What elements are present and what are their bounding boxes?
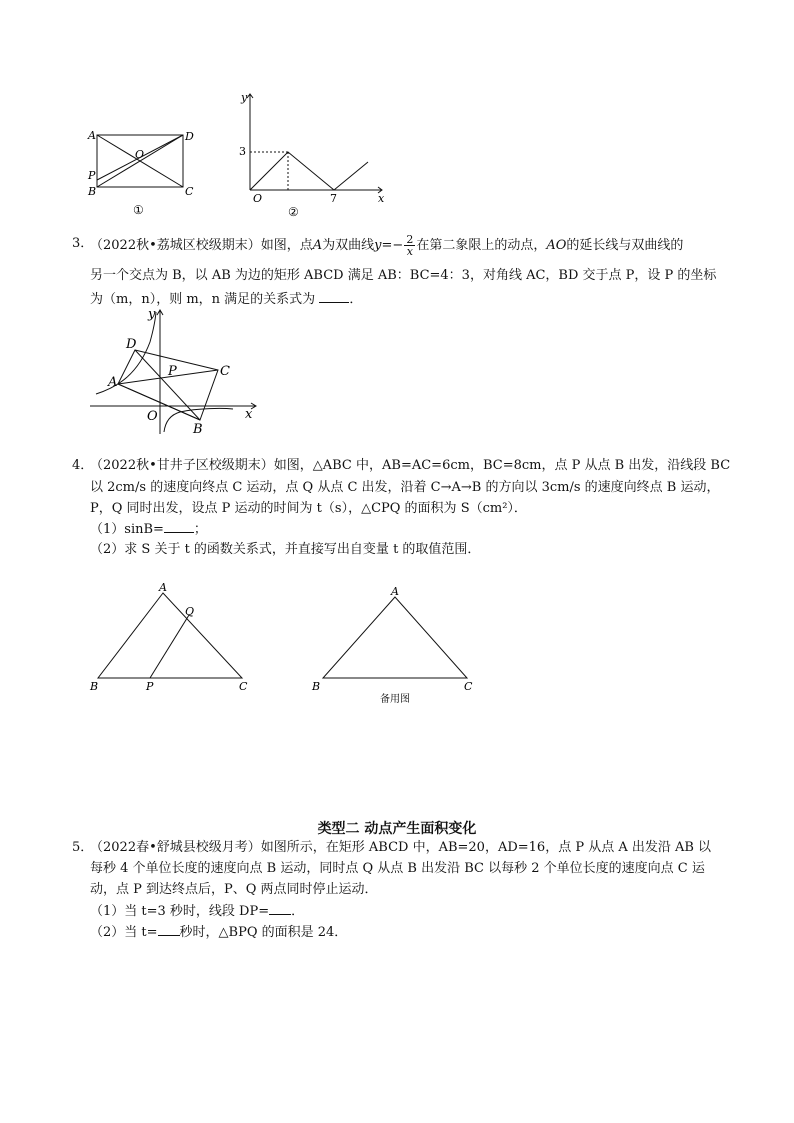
q4-sub-1-text: （1）sinB= xyxy=(90,522,164,537)
q3-segment-ao: AO xyxy=(546,238,567,253)
label-three: 3 xyxy=(239,145,246,158)
question-3-line-1 xyxy=(90,234,683,257)
backup-label-c: C xyxy=(464,680,473,693)
label-b: B xyxy=(88,185,97,198)
label-a: A xyxy=(88,129,96,142)
question-5-line-1: （2022春•舒城县校级月考）如图所示，在矩形 ABCD 中，AB=20，AD=16，点 P 从点 A 出发沿 AB 以 xyxy=(90,840,712,855)
q4-sub-1-end: ； xyxy=(193,522,207,537)
q5-sub-2-text: （2）当 t= xyxy=(90,925,158,940)
question-5-sub-1 xyxy=(90,902,304,922)
q3-line-3-text: 为（m，n），则 m，n 满足的关系式为 xyxy=(90,292,316,307)
q3-fraction-denominator: x xyxy=(406,245,413,258)
label-d: D xyxy=(185,130,194,143)
figure-q4-svg xyxy=(88,580,258,695)
label-y: y xyxy=(241,91,248,104)
figure-q4-triangle xyxy=(88,580,258,695)
question-5-number: 5． xyxy=(72,840,94,855)
graph-polyline xyxy=(250,152,368,190)
q4-label-c: C xyxy=(239,680,248,693)
question-4-line-2: 以 2cm/s 的速度向终点 C 运动，点 Q 从点 C 出发，沿着 C→A→B 的方向以 3cm/s 的速度向终点 B 运动， xyxy=(90,480,720,495)
q3-text-f: 的延长线与双曲线的 xyxy=(566,238,684,253)
question-3-line-2: 另一个交点为 B，以 AB 为边的矩形 ABCD 满足 AB：BC=4：3，对角线 AC，BD 交于点 P，设 P 的坐标 xyxy=(90,268,717,283)
diagonal-bd xyxy=(135,350,200,420)
q3-label-o: O xyxy=(147,409,158,424)
question-5-line-3: 动，点 P 到达终点后，P、Q 两点同时停止运动． xyxy=(90,882,378,897)
q3-label-x: x xyxy=(245,407,253,422)
question-4-sub-2: （2）求 S 关于 t 的函数关系式，并直接写出自变量 t 的取值范围． xyxy=(90,542,481,557)
label-c: C xyxy=(185,185,194,198)
question-4-line-1: （2022秋•甘井子区校级期末）如图，△ABC 中，AB=AC=6cm，BC=8cm，点 P 从点 B 出发，沿线段 BC xyxy=(90,458,731,473)
q3-eq-lhs: y xyxy=(374,238,382,253)
label-o: O xyxy=(135,148,145,161)
figure-1-caption: ① xyxy=(133,203,144,217)
question-5-line-2: 每秒 4 个单位长度的速度向点 B 运动，同时点 Q 从点 B 出发沿 BC 以每秒 2 个单位长度的速度向点 C 运 xyxy=(90,861,705,876)
q3-point-a: A xyxy=(312,238,323,253)
q3-text-c: 为双曲线 xyxy=(322,238,375,253)
q3-label-c: C xyxy=(220,364,230,379)
q3-text-d: 在第二象限上的动点， xyxy=(416,238,547,253)
figure-2-graph xyxy=(232,88,392,220)
segment-ab xyxy=(118,384,200,420)
q5-sub-1-blank[interactable] xyxy=(269,902,291,915)
figure-1-rectangle xyxy=(85,125,205,220)
q3-label-y: y xyxy=(148,307,156,322)
segment-pq xyxy=(150,615,189,678)
question-4-number: 4． xyxy=(72,458,94,473)
q3-answer-blank[interactable] xyxy=(319,290,349,303)
q4-sub-1-blank[interactable] xyxy=(164,520,194,533)
q4-label-b: B xyxy=(90,680,99,693)
figure-q4-backup-svg xyxy=(308,580,483,710)
question-4-sub-1 xyxy=(90,520,207,540)
label-p: P xyxy=(88,169,96,182)
figure-1-svg xyxy=(85,125,205,220)
label-x: x xyxy=(378,192,385,205)
question-5-sub-2 xyxy=(90,923,347,943)
backup-triangle-abc xyxy=(323,597,467,678)
backup-figure-caption: 备用图 xyxy=(380,694,410,705)
q3-line-3-end: ． xyxy=(349,292,363,307)
q3-label-a: A xyxy=(108,375,118,390)
q3-label-b: B xyxy=(193,422,203,437)
q5-sub-2-blank[interactable] xyxy=(158,923,180,936)
backup-label-b: B xyxy=(312,680,321,693)
q3-fraction-numerator: 2 xyxy=(406,233,414,246)
label-origin: O xyxy=(253,192,263,205)
question-4-line-3: P，Q 同时出发，设点 P 运动的时间为 t（s），△CPQ 的面积为 S（cm²）． xyxy=(90,501,527,516)
q3-text-a: （2022秋•荔城区校级期末）如图，点 xyxy=(90,238,313,253)
question-3-number: 3． xyxy=(72,236,94,251)
q5-sub-1-end: ． xyxy=(291,904,305,919)
figure-2-svg xyxy=(232,88,392,220)
q5-sub-2-end: 秒时，△BPQ 的面积是 24． xyxy=(179,925,348,940)
q4-label-q: Q xyxy=(185,605,195,618)
section-title: 类型二 动点产生面积变化 xyxy=(317,821,477,837)
triangle-abc xyxy=(98,593,242,678)
backup-label-a: A xyxy=(391,585,399,598)
figure-2-caption: ② xyxy=(288,205,299,219)
q3-fraction xyxy=(404,234,415,257)
figure-q4-backup xyxy=(308,580,483,710)
q3-label-d: D xyxy=(126,337,137,352)
q3-label-p: P xyxy=(168,364,177,379)
q4-label-a: A xyxy=(159,581,167,594)
q4-label-p: P xyxy=(146,680,154,693)
label-seven: 7 xyxy=(330,192,337,205)
figure-q3-hyperbola xyxy=(88,302,263,440)
figure-q3-svg xyxy=(88,302,263,440)
q5-sub-1-text: （1）当 t=3 秒时，线段 DP= xyxy=(90,904,270,919)
q3-eq-sign: =− xyxy=(381,238,404,253)
